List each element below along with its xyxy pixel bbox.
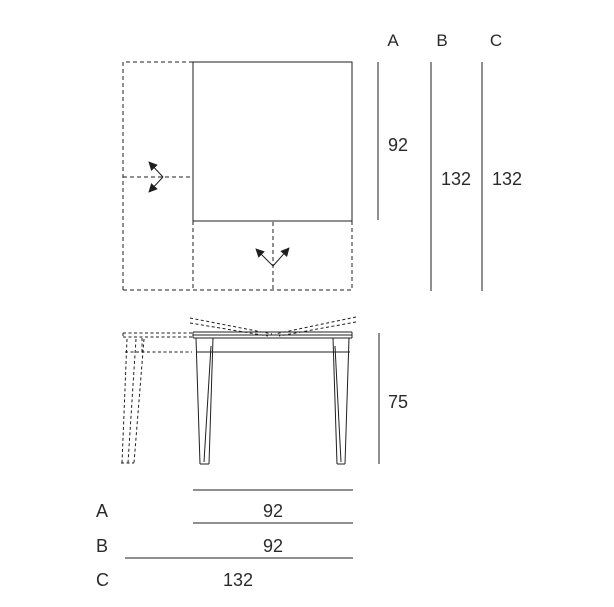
dimension-value-b: 132 xyxy=(440,169,472,189)
dimension-label-a: A xyxy=(387,31,399,50)
table-row-b xyxy=(96,536,283,556)
folded-leaves-dashed xyxy=(190,317,356,336)
row-value-a: 92 xyxy=(262,501,284,521)
dimension-label-b: B xyxy=(436,31,448,50)
front-leg-right xyxy=(333,338,349,464)
dimension-value-a: 92 xyxy=(387,135,409,155)
extended-leaf-dashed xyxy=(123,333,192,352)
dimension-label-c: C xyxy=(489,31,503,50)
top-view-plan xyxy=(123,62,352,290)
dimension-line-a xyxy=(378,31,408,220)
height-dimension-value: 75 xyxy=(388,392,409,412)
tabletop-slab xyxy=(193,332,352,338)
top-view-dimension-lines xyxy=(378,31,522,291)
row-value-c: 132 xyxy=(222,570,254,590)
dimension-line-b xyxy=(431,31,471,291)
table-row-a xyxy=(96,501,283,521)
table-row-c xyxy=(96,570,253,590)
dimension-table xyxy=(96,490,353,590)
row-label-a: A xyxy=(96,501,109,521)
tabletop-closed-outline xyxy=(193,62,352,221)
front-leg-left xyxy=(196,338,213,464)
swing-leg-dashed xyxy=(121,339,144,463)
elevation-front-view xyxy=(121,317,408,464)
row-label-b: B xyxy=(96,536,109,556)
extension-leaf-left-dashed xyxy=(123,62,193,290)
dimension-value-c: 132 xyxy=(491,169,523,189)
row-label-c: C xyxy=(96,570,109,590)
height-dimension xyxy=(379,333,408,464)
extension-leaf-bottom-dashed xyxy=(123,221,352,290)
row-value-b: 92 xyxy=(262,536,284,556)
dimension-line-c xyxy=(482,31,522,291)
